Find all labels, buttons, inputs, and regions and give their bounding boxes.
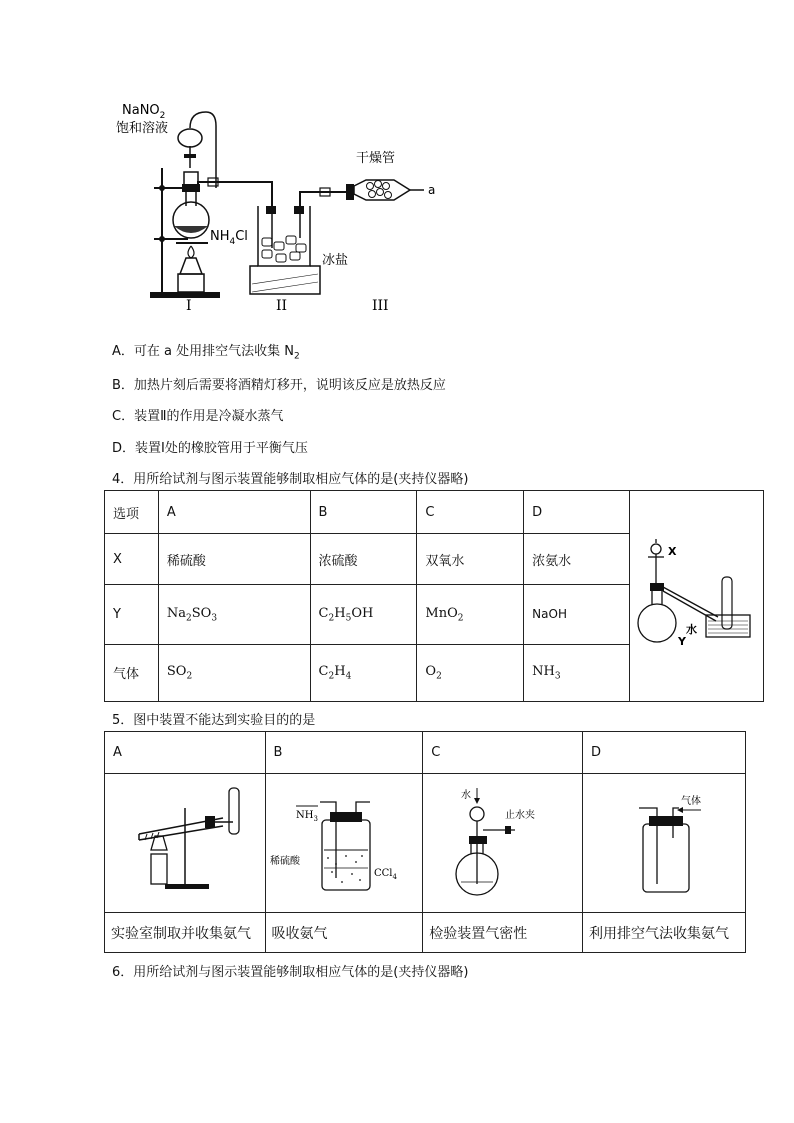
svg-text:水: 水	[685, 623, 697, 636]
cell: 稀硫酸	[158, 534, 310, 585]
label-nano2: NaNO$_2$	[122, 103, 166, 121]
caption-c: 检验装置气密性	[423, 913, 583, 953]
header-cell: B	[310, 491, 417, 534]
apparatus-b	[266, 774, 422, 908]
row-label: 气体	[105, 644, 159, 701]
caption-d: 利用排空气法收集氨气	[583, 913, 746, 953]
cell: $NH_3$	[524, 644, 630, 701]
apparatus-c	[423, 774, 581, 908]
cell: MnO$_2$	[417, 585, 524, 644]
svg-text:气体: 气体	[681, 796, 701, 807]
apparatus-a	[105, 774, 263, 908]
svg-text:X: X	[667, 545, 677, 558]
option-a: A．可在 a 处用排空气法收集 $N_2$	[112, 344, 300, 362]
header-cell: D	[583, 732, 746, 774]
header-cell: C	[417, 491, 524, 534]
header-cell: 选项	[105, 491, 159, 534]
label-II: II	[276, 298, 288, 314]
question-4-table	[104, 490, 764, 702]
header-cell: C	[423, 732, 583, 774]
label-ice-salt: 冰盐	[322, 253, 349, 268]
svg-text:CCl4: CCl$_4$	[373, 868, 397, 881]
label-dry-tube: 干燥管	[356, 151, 396, 166]
option-c: C．装置Ⅱ的作用是冷凝水蒸气	[112, 409, 284, 424]
cell: $O_2$	[417, 644, 524, 701]
caption-a: 实验室制取并收集氨气	[105, 913, 266, 953]
label-I: I	[186, 298, 192, 314]
apparatus-figure-cell	[629, 491, 763, 702]
apparatus-d	[583, 774, 745, 908]
row-label: X	[105, 534, 159, 585]
question-4-stem: 4．用所给试剂与图示装置能够制取相应气体的是(夹持仪器略)	[112, 472, 469, 487]
label-a: a	[428, 183, 436, 197]
cell: 双氧水	[417, 534, 524, 585]
option-d: D．装置Ⅰ处的橡胶管用于平衡气压	[112, 441, 308, 456]
apparatus-figure-2	[630, 491, 762, 697]
svg-text:稀硫酸: 稀硫酸	[269, 856, 300, 867]
figure-cell-b	[265, 774, 423, 913]
caption-b: 吸收氨气	[265, 913, 423, 953]
row-label: Y	[105, 585, 159, 644]
header-cell: B	[265, 732, 423, 774]
svg-text:水: 水	[461, 790, 472, 801]
question-5-table	[104, 731, 746, 953]
table-row	[105, 491, 764, 534]
header-cell: D	[524, 491, 630, 534]
option-b: B．加热片刻后需要将酒精灯移开，说明该反应是放热反应	[112, 378, 446, 393]
cell: 浓氨水	[524, 534, 630, 585]
figure-cell-a	[105, 774, 266, 913]
question-5-stem: 5．图中装置不能达到实验目的的是	[112, 713, 316, 728]
cell: $SO_2$	[158, 644, 310, 701]
svg-text:NH3: $NH_3$	[295, 810, 318, 823]
cell: $Na_2SO_3$	[158, 585, 310, 644]
figure-cell-c	[423, 774, 583, 913]
figure-cell-d	[583, 774, 746, 913]
table-row	[105, 732, 746, 774]
question-6-stem: 6．用所给试剂与图示装置能够制取相应气体的是(夹持仪器略)	[112, 965, 469, 980]
cell: $C_2H_5OH$	[310, 585, 417, 644]
cell: 浓硫酸	[310, 534, 417, 585]
header-cell: A	[105, 732, 266, 774]
label-nh4cl: $NH_4Cl$	[210, 229, 248, 247]
svg-text:止水夹: 止水夹	[505, 810, 536, 821]
table-row	[105, 774, 746, 913]
header-cell: A	[158, 491, 310, 534]
table-row	[105, 913, 746, 953]
label-saturated: 饱和溶液	[116, 121, 169, 136]
apparatus-figure-1	[110, 98, 450, 316]
label-III: III	[372, 298, 389, 314]
cell: NaOH	[524, 585, 630, 644]
svg-text:Y: Y	[677, 635, 686, 648]
cell: $C_2H_4$	[310, 644, 417, 701]
